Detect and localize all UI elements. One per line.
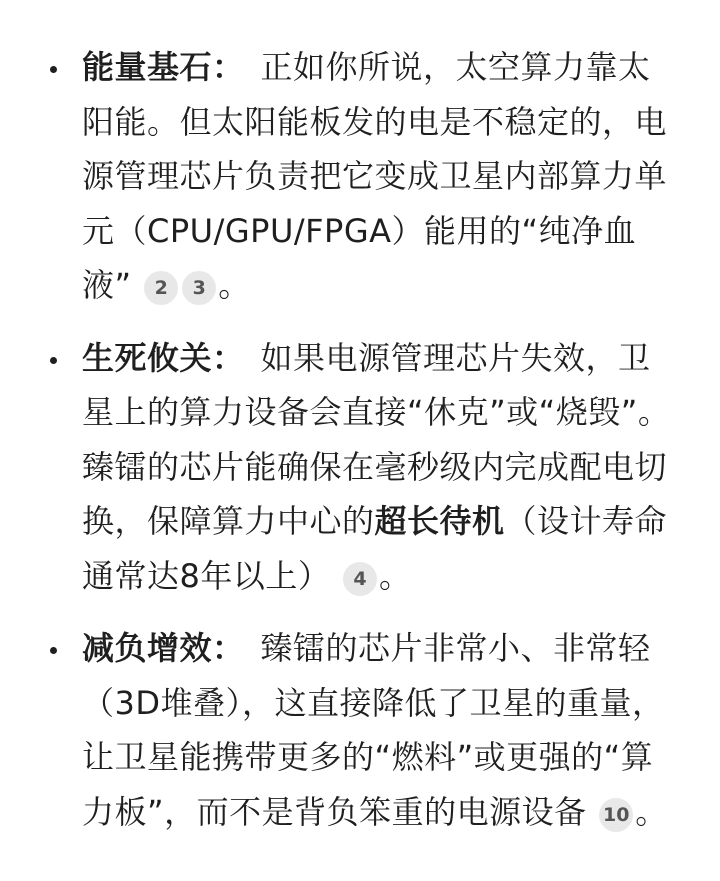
item-text: 如果电源管理芯片失效，卫星上的算力设备会直接“休克”或“烧毁”。臻镭的芯片能确保在毫秒级内完成配电切换，保障算力中心的: [82, 338, 671, 540]
item-text-end: 。: [379, 556, 412, 595]
list-item-critical: [0, 331, 720, 604]
citation-badge[interactable]: 3: [182, 271, 216, 305]
item-lead: 生死攸关：: [82, 338, 245, 377]
bullet-dot: [50, 357, 57, 364]
list-item-energy: [0, 40, 720, 313]
item-lead: 减负增效：: [82, 629, 245, 667]
item-text-end: 。: [635, 792, 668, 831]
citation-badge[interactable]: 10: [599, 798, 633, 832]
item-text-end: 。: [218, 266, 251, 304]
item-emphasis: 超长待机: [374, 502, 505, 540]
list-item-lightweight: [0, 621, 720, 839]
bullet-dot: [50, 66, 57, 73]
bullet-dot: [50, 647, 57, 654]
item-lead: 能量基石：: [82, 48, 245, 86]
bullet-list: [0, 40, 720, 857]
citation-badge[interactable]: 2: [144, 271, 178, 305]
citation-badge[interactable]: 4: [343, 562, 377, 596]
item-text-note: （设计寿命通常达8年以上）: [82, 502, 668, 595]
item-text: 正如你所说，太空算力靠太阳能。但太阳能板发的电是不稳定的，电源管理芯片负责把它变成卫星内部算力单元（CPU/GPU/FPGA）能用的“纯净血液”: [82, 48, 668, 304]
item-text: 臻镭的芯片非常小、非常轻（3D堆叠），这直接降低了卫星的重量，让卫星能携带更多的“燃料”或更强的“算力板”，而不是背负笨重的电源设备: [82, 629, 665, 831]
